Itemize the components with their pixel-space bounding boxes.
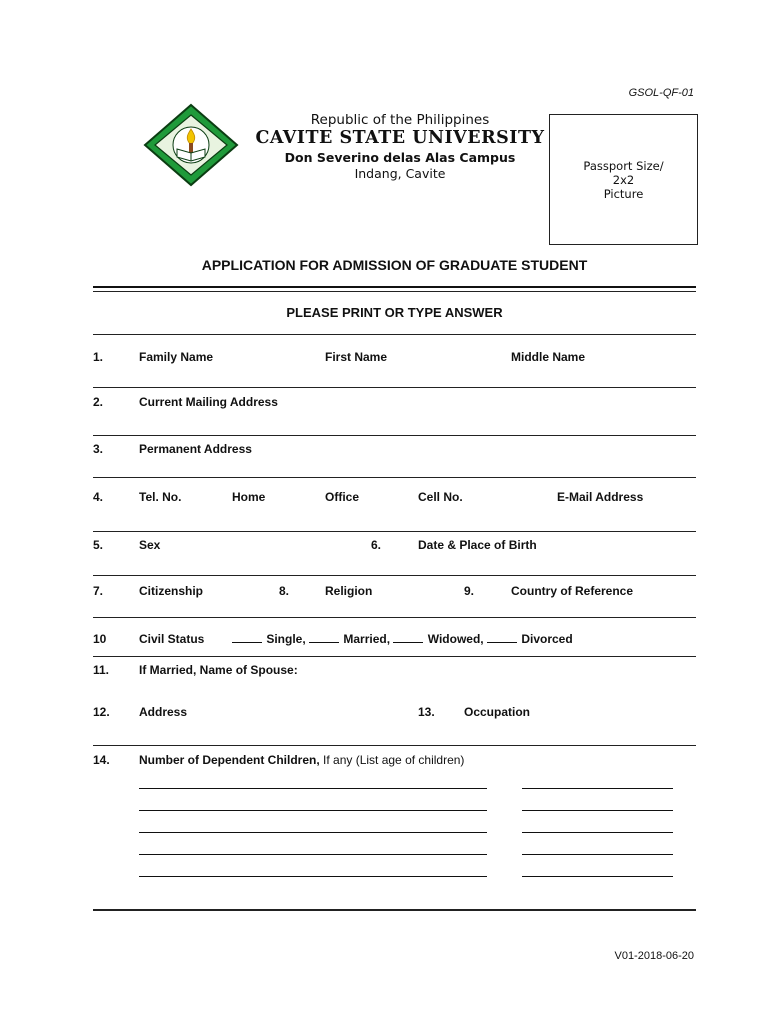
tel-no-label: Tel. No. <box>139 490 182 504</box>
married-option: Married, <box>343 632 391 646</box>
citizenship-line[interactable] <box>93 617 696 618</box>
divider <box>93 656 696 657</box>
field-number: 7. <box>93 584 104 598</box>
mailing-address-line[interactable] <box>93 435 696 436</box>
field-number: 9. <box>464 584 475 598</box>
family-name-label: Family Name <box>139 350 214 364</box>
citizenship-label: Citizenship <box>139 584 204 598</box>
field-number: 12. <box>93 705 110 719</box>
version-code: V01-2018-06-20 <box>614 950 694 962</box>
photo-line-2: 2x2 <box>612 173 635 187</box>
sex-label: Sex <box>139 538 161 552</box>
mailing-address-label: Current Mailing Address <box>139 395 278 409</box>
photo-box[interactable] <box>549 114 698 245</box>
dependent-name-line[interactable] <box>139 854 487 855</box>
single-option: Single, <box>266 632 306 646</box>
field-number: 1. <box>93 350 104 364</box>
birth-label: Date & Place of Birth <box>418 538 537 552</box>
field-number: 2. <box>93 395 104 409</box>
header-campus: Don Severino delas Alas Campus <box>284 150 516 165</box>
university-logo <box>143 103 239 187</box>
header-republic: Republic of the Philippines <box>310 112 490 128</box>
form-title: APPLICATION FOR ADMISSION OF GRADUATE STUDENT <box>201 257 588 273</box>
home-label: Home <box>232 490 266 504</box>
divider <box>93 291 696 292</box>
header-town: Indang, Cavite <box>354 166 446 181</box>
field-number: 14. <box>93 753 110 767</box>
dependent-age-line[interactable] <box>522 788 673 789</box>
widowed-option: Widowed, <box>427 632 484 646</box>
form-code: GSOL-QF-01 <box>628 87 694 99</box>
middle-name-label: Middle Name <box>511 350 586 364</box>
dependent-age-line[interactable] <box>522 832 673 833</box>
office-label: Office <box>325 490 360 504</box>
dependent-name-line[interactable] <box>139 788 487 789</box>
field-number: 8. <box>279 584 290 598</box>
religion-label: Religion <box>325 584 373 598</box>
country-label: Country of Reference <box>511 584 634 598</box>
dependent-name-line[interactable] <box>139 810 487 811</box>
email-label: E-Mail Address <box>557 490 644 504</box>
dependent-age-line[interactable] <box>522 810 673 811</box>
field-number: 13. <box>418 705 435 719</box>
first-name-label: First Name <box>325 350 388 364</box>
permanent-address-line[interactable] <box>93 477 696 478</box>
civil-status-options <box>232 632 573 646</box>
form-subtitle: PLEASE PRINT OR TYPE ANSWER <box>286 305 503 320</box>
spouse-address-label: Address <box>139 705 188 719</box>
spouse-label: If Married, Name of Spouse: <box>139 663 298 677</box>
divorced-blank[interactable] <box>487 632 517 643</box>
widowed-blank[interactable] <box>393 632 423 643</box>
spouse-answer-line[interactable] <box>93 745 696 746</box>
married-blank[interactable] <box>309 632 339 643</box>
bottom-divider <box>93 909 696 911</box>
photo-line-3: Picture <box>603 187 644 201</box>
dependent-name-line[interactable] <box>139 832 487 833</box>
dependents-note: If any (List age of children) <box>319 753 465 767</box>
civil-status-label: Civil Status <box>139 632 205 646</box>
contact-answer-line[interactable] <box>93 531 696 532</box>
single-blank[interactable] <box>232 632 262 643</box>
field-number: 6. <box>371 538 382 552</box>
field-number: 10 <box>93 632 107 646</box>
divider <box>93 334 696 335</box>
divider <box>93 286 696 288</box>
dependents-title: Number of Dependent Children, <box>139 753 320 767</box>
sex-birth-line[interactable] <box>93 575 696 576</box>
field-number: 3. <box>93 442 104 456</box>
cell-no-label: Cell No. <box>418 490 463 504</box>
dependent-age-line[interactable] <box>522 854 673 855</box>
dependent-age-line[interactable] <box>522 876 673 877</box>
dependents-label <box>139 753 464 767</box>
dependent-name-line[interactable] <box>139 876 487 877</box>
name-answer-line[interactable] <box>93 387 696 388</box>
divorced-option: Divorced <box>521 632 573 646</box>
field-number: 11. <box>93 663 110 677</box>
occupation-label: Occupation <box>464 705 531 719</box>
permanent-address-label: Permanent Address <box>139 442 252 456</box>
field-number: 5. <box>93 538 104 552</box>
field-number: 4. <box>93 490 104 504</box>
header-university: CAVITE STATE UNIVERSITY <box>255 128 545 148</box>
photo-label <box>550 159 697 201</box>
photo-line-1: Passport Size/ <box>583 159 664 173</box>
